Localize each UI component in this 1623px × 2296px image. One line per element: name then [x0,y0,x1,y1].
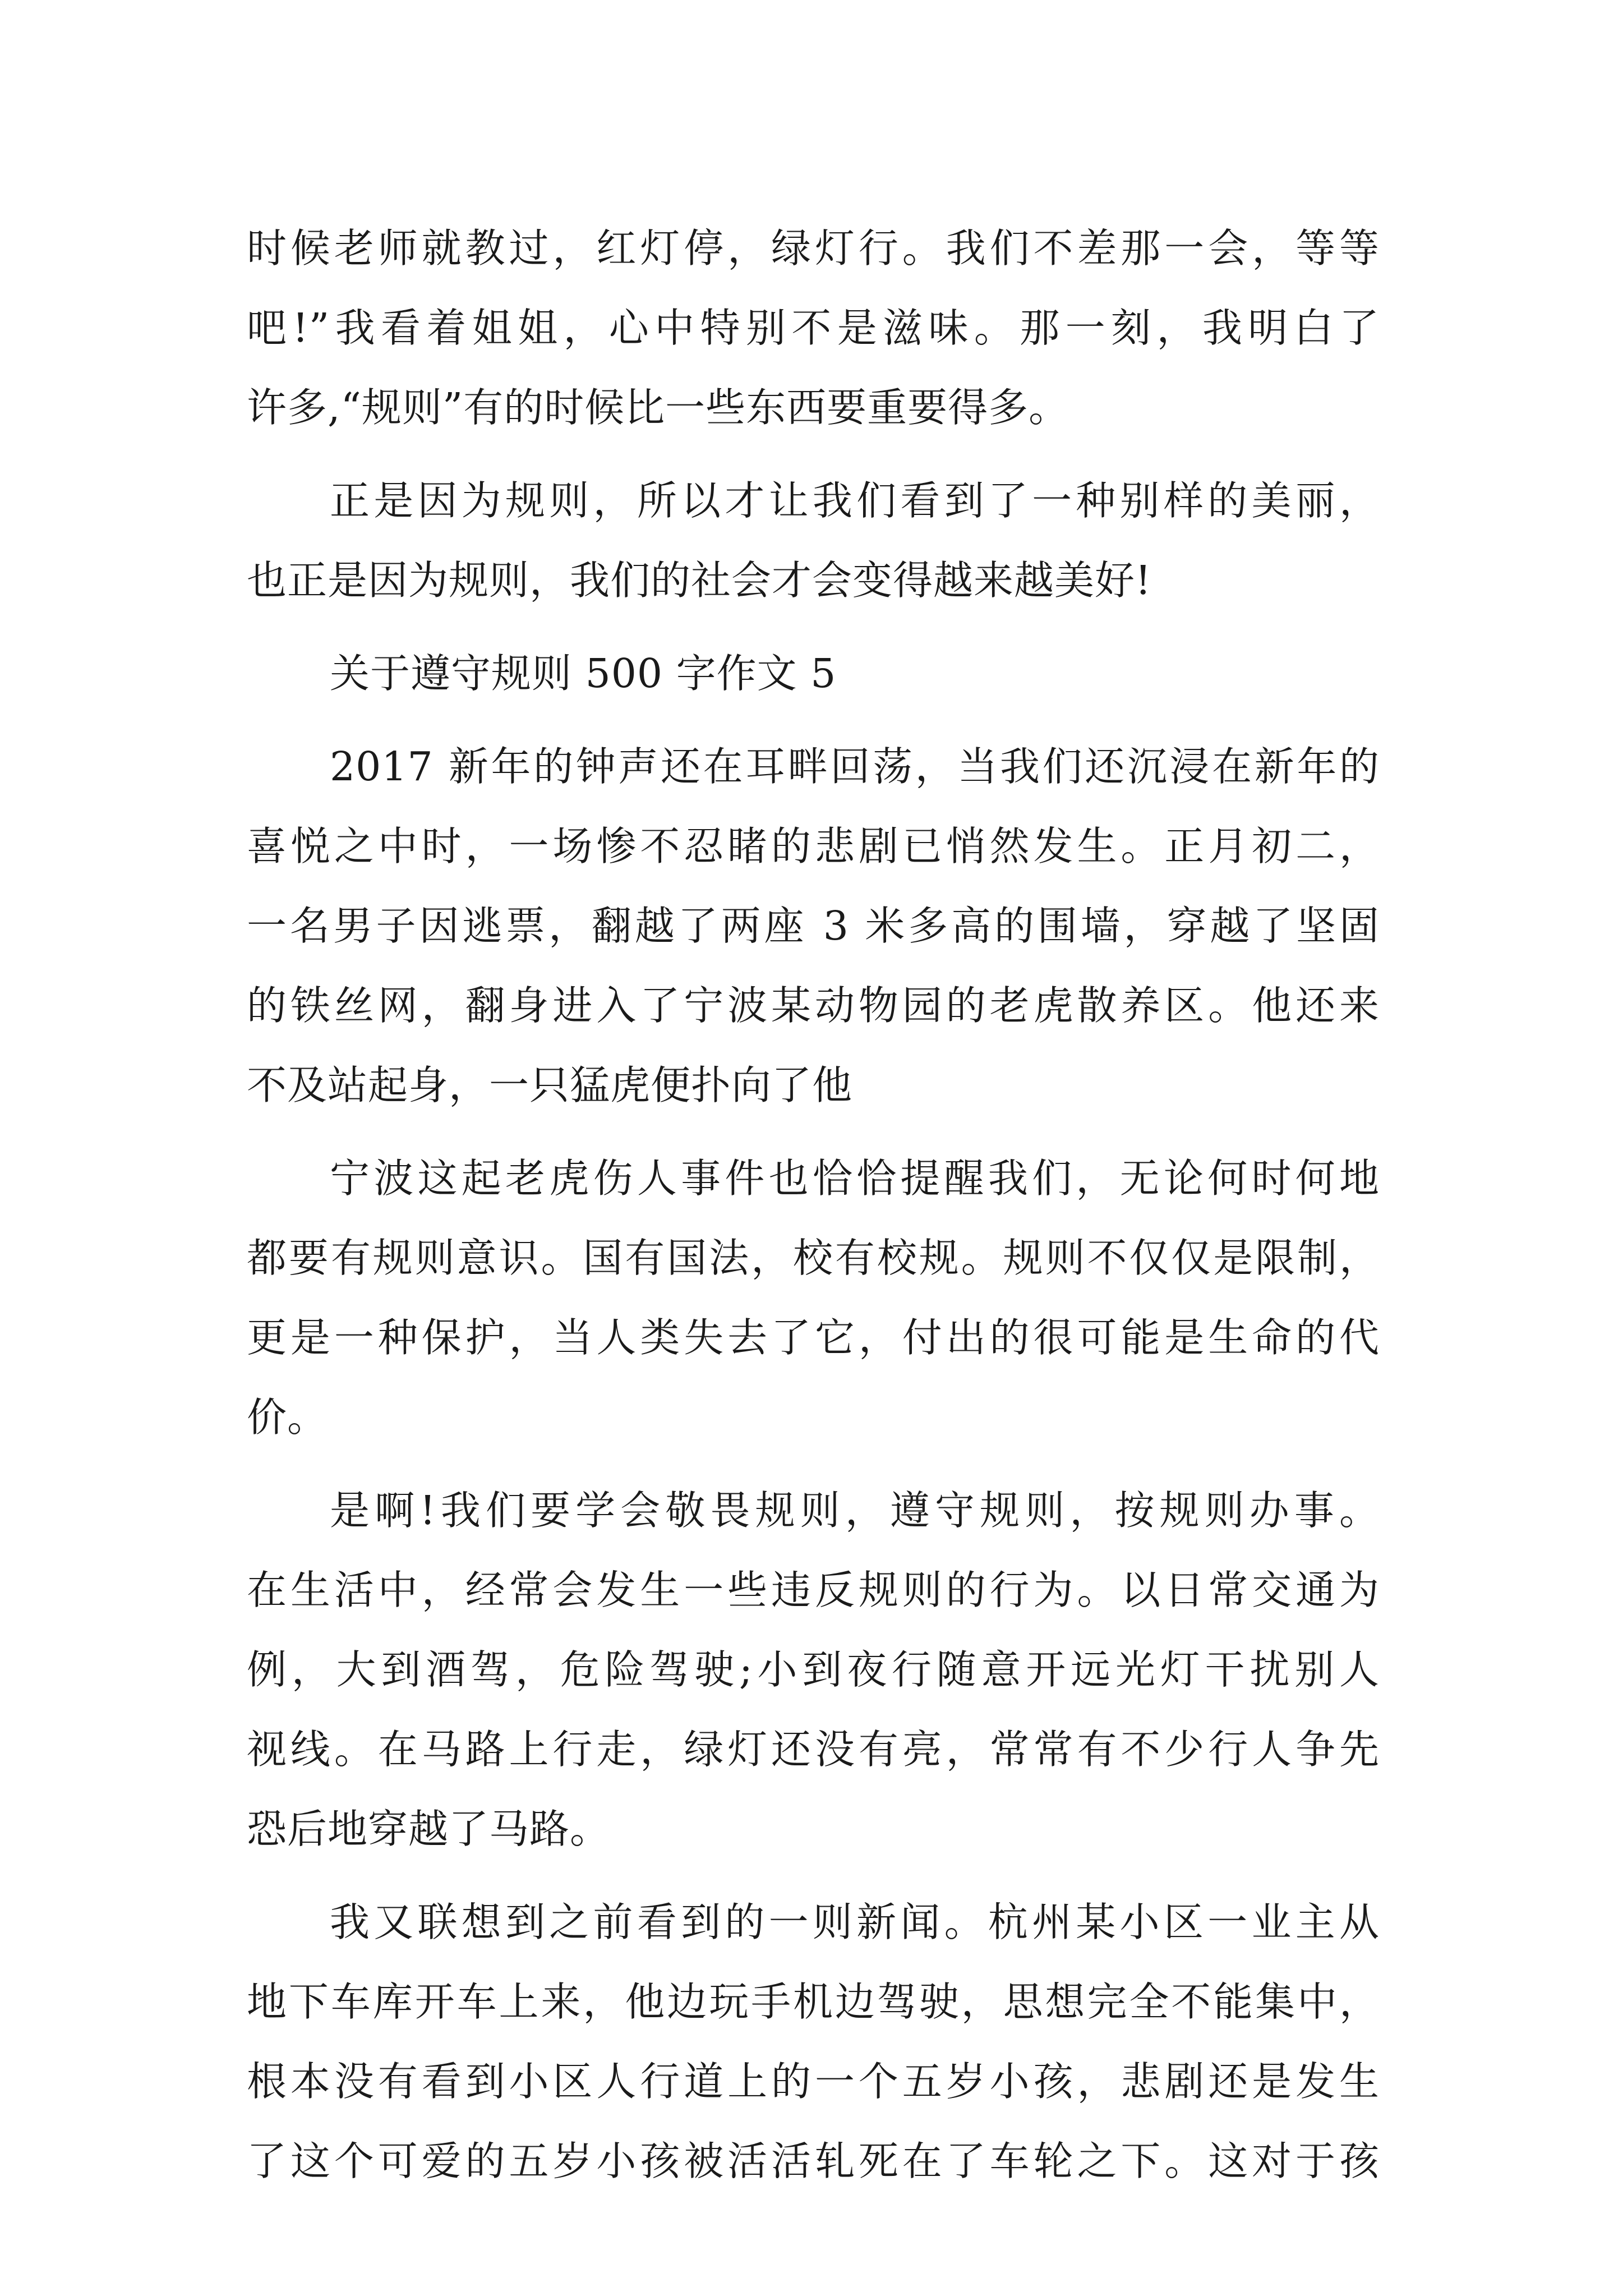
paragraph [247,1883,1380,2201]
text-line: 时候老师就教过，红灯停，绿灯行。我们不差那一会，等等 [247,225,1380,272]
text-line: 喜悦之中时，一场惨不忍睹的悲剧已悄然发生。正月初二， [247,823,1380,869]
text-line: 价。 [247,1394,328,1441]
text-line: 了这个可爱的五岁小孩被活活轧死在了车轮之下。这对于孩 [247,2138,1380,2184]
paragraph [247,727,1380,1125]
paragraph [247,461,1380,620]
text-line: 根本没有看到小区人行道上的一个五岁小孩，悲剧还是发生 [247,2058,1380,2105]
text-line: 例，大到酒驾，危险驾驶;小到夜行随意开远光灯干扰别人 [247,1646,1380,1693]
text-line: 许多,“规则”有的时候比一些东西要重要得多。 [247,384,1069,431]
text-line: 正是因为规则，所以才让我们看到了一种别样的美丽， [330,477,1380,524]
text-line: 在生活中，经常会发生一些违反规则的行为。以日常交通为 [247,1567,1380,1613]
document-body [247,209,1380,2201]
text-line: 吧!”我看着姐姐，心中特别不是滋味。那一刻，我明白了 [247,305,1380,351]
section-heading [247,634,1380,714]
text-line: 也正是因为规则，我们的社会才会变得越来越美好! [247,557,1152,604]
text-line: 不及站起身，一只猛虎便扑向了他 [247,1062,853,1108]
text-line: 我又联想到之前看到的一则新闻。杭州某小区一业主从 [330,1899,1380,1945]
text-line: 是啊!我们要学会敬畏规则，遵守规则，按规则办事。 [330,1487,1380,1534]
text-line: 恐后地穿越了马路。 [247,1806,611,1852]
text-line: 视线。在马路上行走，绿灯还没有亮，常常有不少行人争先 [247,1726,1380,1773]
paragraph [247,209,1380,448]
text-line: 的铁丝网，翻身进入了宁波某动物园的老虎散养区。他还来 [247,982,1380,1029]
paragraph [247,1139,1380,1457]
text-line: 地下车库开车上来，他边玩手机边驾驶，思想完全不能集中， [247,1978,1380,2025]
text-line: 宁波这起老虎伤人事件也恰恰提醒我们，无论何时何地 [330,1155,1380,1202]
text-line: 都要有规则意识。国有国法，校有校规。规则不仅仅是限制， [247,1235,1380,1281]
essay-title: 关于遵守规则 500 字作文 5 [330,650,837,697]
text-line: 一名男子因逃票，翻越了两座 3 米多高的围墙，穿越了坚固 [247,903,1380,949]
paragraph [247,1471,1380,1869]
text-line: 2017 新年的钟声还在耳畔回荡，当我们还沉浸在新年的 [330,743,1380,790]
text-line: 更是一种保护，当人类失去了它，付出的很可能是生命的代 [247,1314,1380,1361]
